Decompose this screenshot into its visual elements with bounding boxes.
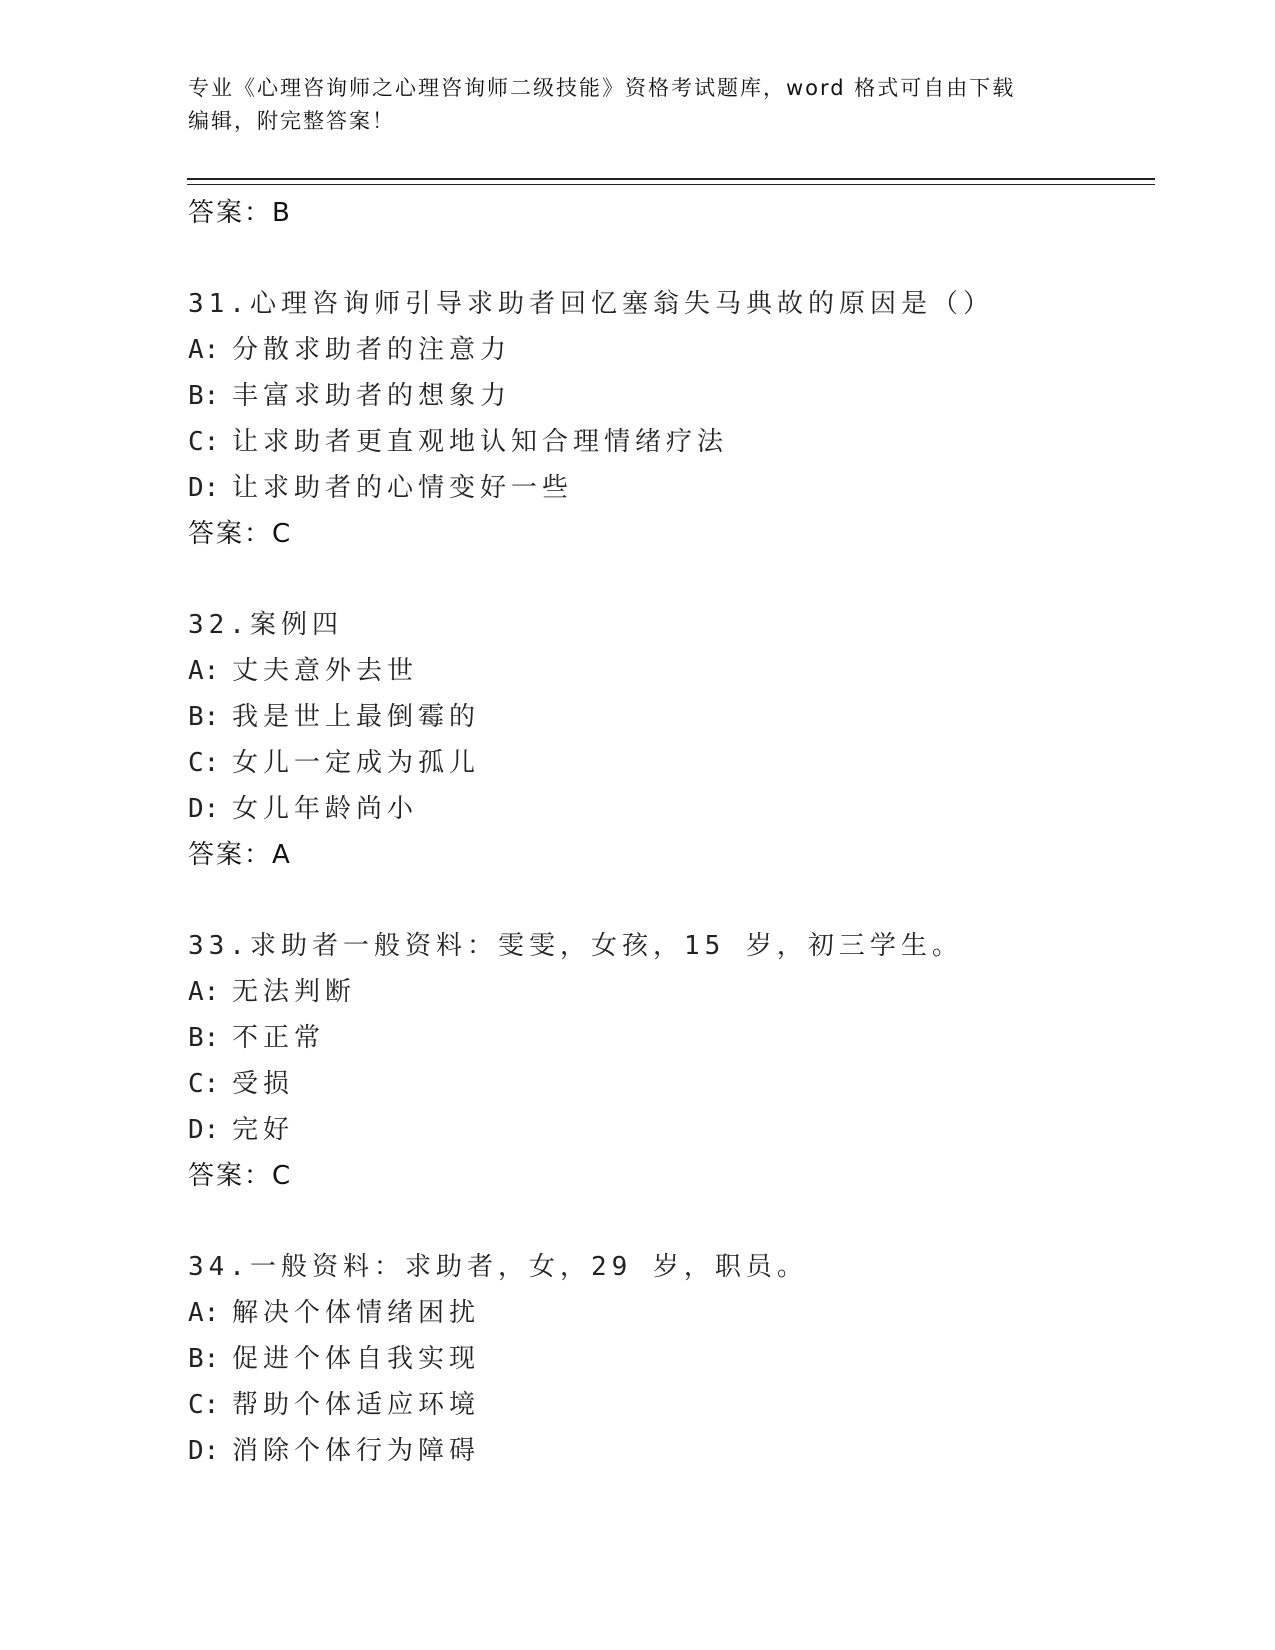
option-letter: D:	[188, 1436, 220, 1466]
option-c	[188, 740, 1148, 786]
option-text: 分散求助者的注意力	[232, 335, 512, 365]
option-letter: B:	[188, 1344, 220, 1374]
option-text: 丰富求助者的想象力	[232, 381, 512, 411]
document-body	[188, 190, 1148, 1474]
option-text: 我是世上最倒霉的	[232, 702, 481, 732]
option-letter: A:	[188, 335, 220, 365]
option-text: 无法判断	[232, 977, 357, 1007]
option-b	[188, 1336, 1148, 1382]
option-a	[188, 648, 1148, 694]
question-34	[188, 1244, 1148, 1474]
option-letter: B:	[188, 1023, 220, 1053]
answer-line: 答案：C	[188, 1161, 293, 1191]
question-33	[188, 923, 1148, 1199]
option-d	[188, 786, 1148, 832]
question-stem: 33.求助者一般资料：雯雯，女孩，15 岁，初三学生。	[188, 931, 963, 961]
option-text: 让求助者更直观地认知合理情绪疗法	[232, 427, 729, 457]
option-letter: D:	[188, 1115, 220, 1145]
answer-line: 答案：B	[188, 198, 292, 228]
header-divider-thick	[187, 178, 1155, 180]
option-c	[188, 1382, 1148, 1428]
option-text: 完好	[232, 1115, 295, 1145]
answer-line: 答案：C	[188, 519, 293, 549]
option-letter: A:	[188, 1298, 220, 1328]
option-d	[188, 1107, 1148, 1153]
option-b	[188, 1015, 1148, 1061]
option-text: 女儿一定成为孤儿	[232, 748, 481, 778]
header-line-1: 专业《心理咨询师之心理咨询师二级技能》资格考试题库，word 格式可自由下载	[188, 76, 1016, 100]
answer-line: 答案：A	[188, 840, 292, 870]
option-letter: C:	[188, 748, 220, 778]
option-text: 不正常	[232, 1023, 326, 1053]
option-letter: B:	[188, 702, 220, 732]
question-stem: 34.一般资料：求助者，女，29 岁，职员。	[188, 1252, 808, 1282]
question-stem: 32.案例四	[188, 610, 343, 640]
option-text: 促进个体自我实现	[232, 1344, 481, 1374]
option-letter: D:	[188, 794, 220, 824]
option-a	[188, 327, 1148, 373]
option-letter: C:	[188, 427, 220, 457]
option-letter: C:	[188, 1390, 220, 1420]
option-c	[188, 419, 1148, 465]
option-text: 受损	[232, 1069, 295, 1099]
question-32	[188, 602, 1148, 878]
question-stem: 31.心理咨询师引导求助者回忆塞翁失马典故的原因是（）	[188, 289, 994, 319]
option-text: 女儿年龄尚小	[232, 794, 419, 824]
option-text: 让求助者的心情变好一些	[232, 473, 574, 503]
question-31	[188, 281, 1148, 557]
option-letter: B:	[188, 381, 220, 411]
document-header	[188, 72, 1068, 138]
option-d	[188, 465, 1148, 511]
option-b	[188, 373, 1148, 419]
option-a	[188, 1290, 1148, 1336]
option-text: 解决个体情绪困扰	[232, 1298, 481, 1328]
header-line-2: 编辑，附完整答案！	[188, 109, 395, 133]
option-text: 丈夫意外去世	[232, 656, 419, 686]
option-c	[188, 1061, 1148, 1107]
option-text: 帮助个体适应环境	[232, 1390, 481, 1420]
option-letter: A:	[188, 656, 220, 686]
option-d	[188, 1428, 1148, 1474]
option-letter: A:	[188, 977, 220, 1007]
option-letter: D:	[188, 473, 220, 503]
header-divider-thin	[187, 184, 1155, 185]
option-a	[188, 969, 1148, 1015]
option-b	[188, 694, 1148, 740]
option-letter: C:	[188, 1069, 220, 1099]
option-text: 消除个体行为障碍	[232, 1436, 481, 1466]
